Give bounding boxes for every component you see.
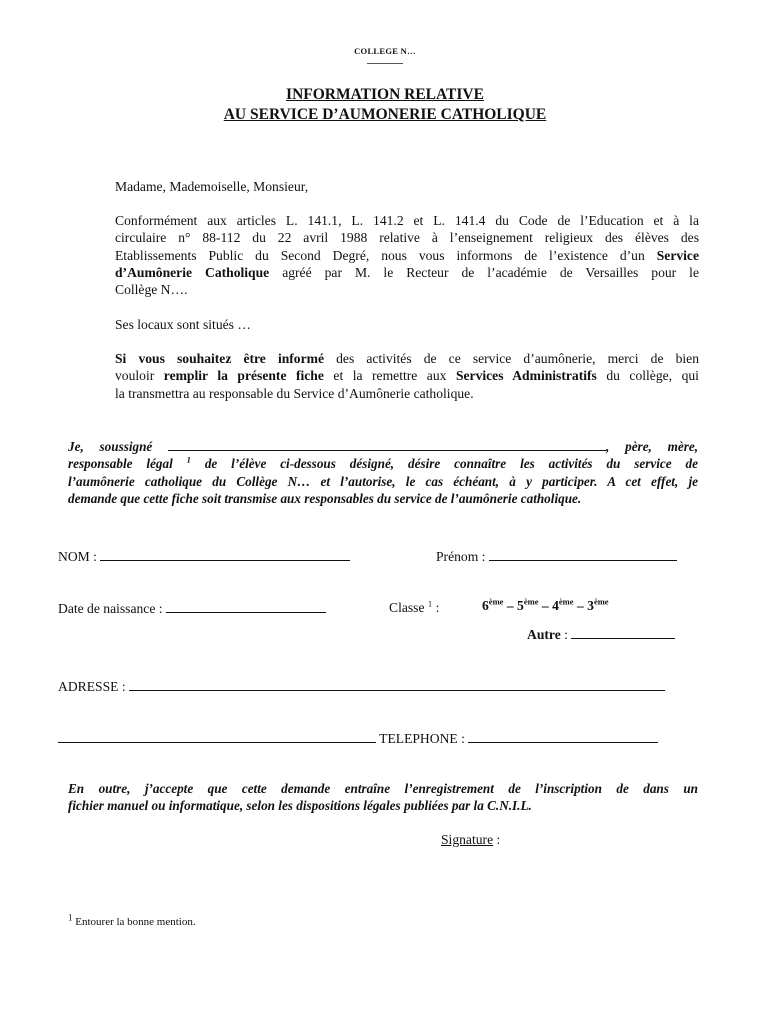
text-run: vouloir: [115, 368, 155, 384]
paragraph-line: Collège N….: [115, 282, 188, 298]
class-options: [482, 598, 609, 614]
consent-line: fichier manuel ou informatique, selon les dispositions légales publiées par la C.N.I.L.: [68, 798, 532, 814]
signature-colon: :: [496, 832, 501, 847]
class-number: 3: [587, 598, 594, 613]
class-option-5[interactable]: [517, 598, 538, 613]
nom-row: [58, 548, 350, 565]
footnote-mark: 1: [68, 912, 73, 923]
paragraph-line: la transmettra au responsable du Service d’Aumônerie catholique.: [115, 385, 474, 401]
paragraph-legal-basis: [115, 212, 699, 298]
signature-block: [441, 832, 500, 848]
footnote-mark: 1: [186, 454, 191, 465]
cnil-consent: [68, 780, 698, 815]
classe-label: Classe: [389, 600, 425, 615]
prenom-row: [436, 548, 677, 565]
text-run: du collège, qui: [606, 368, 699, 384]
college-name: COLLEGE N…: [354, 46, 416, 56]
signature-label: Signature: [441, 832, 494, 847]
header-divider: [367, 63, 403, 64]
bold-text: Service: [656, 247, 700, 263]
dob-row: [58, 600, 326, 617]
class-option-6[interactable]: [482, 598, 503, 613]
footnote-mark: 1: [427, 598, 433, 609]
nom-field[interactable]: [100, 548, 350, 561]
nom-label: NOM :: [58, 549, 97, 564]
paragraph-line: Conformément aux articles L. 141.1, L. 141.2 et L. 141.4 du Code de l’Education et à la: [115, 213, 699, 228]
class-separator: –: [506, 598, 514, 613]
paragraph-instructions: [115, 350, 699, 402]
bold-text: Services Administratifs: [455, 368, 597, 384]
bold-text: d’Aumônerie Catholique: [115, 264, 270, 280]
paragraph-location: Ses locaux sont situés …: [115, 317, 251, 332]
adresse-field[interactable]: [129, 678, 665, 691]
telephone-field[interactable]: [468, 730, 658, 743]
paragraph-line: [115, 367, 699, 384]
classe-colon: :: [435, 600, 440, 615]
text-run: de l’élève ci-dessous désigné, désire connaître les activités du service de: [204, 456, 698, 472]
text-run: , père, mère,: [606, 439, 698, 454]
autre-label: Autre: [527, 627, 561, 642]
autre-field[interactable]: [571, 626, 675, 639]
declaration-line: [68, 438, 698, 455]
autre-colon: :: [564, 627, 568, 642]
text-run: des activités de ce service d’aumônerie, merci de bien: [336, 351, 699, 366]
class-number: 6: [482, 598, 489, 613]
class-number: 4: [552, 598, 559, 613]
class-separator: –: [576, 598, 584, 613]
declaration-line: demande que cette fiche soit transmise aux responsables du service de l’aumônerie catholique.: [68, 490, 582, 506]
telephone-label: TELEPHONE :: [379, 731, 465, 746]
document-title-line-1: INFORMATION RELATIVE: [286, 86, 484, 103]
class-suffix: ème: [488, 596, 504, 607]
document-title-line-2: AU SERVICE D’AUMONERIE CATHOLIQUE: [223, 106, 547, 123]
dob-field[interactable]: [166, 600, 326, 613]
prenom-label: Prénom :: [436, 549, 486, 564]
class-option-3[interactable]: [587, 598, 608, 613]
parent-declaration: [68, 438, 698, 507]
salutation: Madame, Mademoiselle, Monsieur,: [115, 179, 309, 194]
adresse-line-2-field[interactable]: [58, 730, 376, 743]
class-separator: –: [541, 598, 549, 613]
autre-row: [527, 626, 675, 643]
text-run: responsable légal: [68, 456, 173, 472]
paragraph-line: [115, 264, 699, 281]
consent-line: En outre, j’accepte que cette demande entraîne l’enregistrement de l’inscription de dans un: [68, 781, 698, 796]
classe-row: [389, 600, 439, 616]
adresse-row: [58, 678, 665, 695]
text-run: et la remettre aux: [333, 368, 447, 384]
telephone-row: [58, 730, 658, 747]
declaration-line: [68, 455, 698, 472]
footnote-text: Entourer la bonne mention.: [75, 916, 196, 928]
class-suffix: ème: [593, 596, 609, 607]
text-run: Etablissements Public du Second Degré, nous vous informons de l’existence d’un: [115, 247, 645, 263]
bold-text: remplir la présente fiche: [163, 368, 324, 384]
class-option-4[interactable]: [552, 598, 573, 613]
class-number: 5: [517, 598, 524, 613]
paragraph-line: [115, 350, 699, 367]
class-suffix: ème: [523, 596, 539, 607]
paragraph-line: [115, 247, 699, 264]
parent-name-field[interactable]: [168, 438, 606, 451]
text-run: Je, soussigné: [68, 439, 153, 454]
class-suffix: ème: [558, 596, 574, 607]
text-run: agréé par M. le Recteur de l’académie de Versailles pour le: [282, 264, 699, 280]
paragraph-line: circulaire n° 88-112 du 22 avril 1988 relative à l’enseignement religieux des élèves des: [115, 230, 699, 246]
footnote: [68, 912, 196, 928]
declaration-line: l’aumônerie catholique du Collège N… et l’autorise, le cas échéant, à y participer. A cet effet, je: [68, 473, 698, 489]
adresse-label: ADRESSE :: [58, 679, 126, 694]
bold-text: Si vous souhaitez être informé: [115, 351, 324, 366]
prenom-field[interactable]: [489, 548, 677, 561]
dob-label: Date de naissance :: [58, 601, 163, 616]
